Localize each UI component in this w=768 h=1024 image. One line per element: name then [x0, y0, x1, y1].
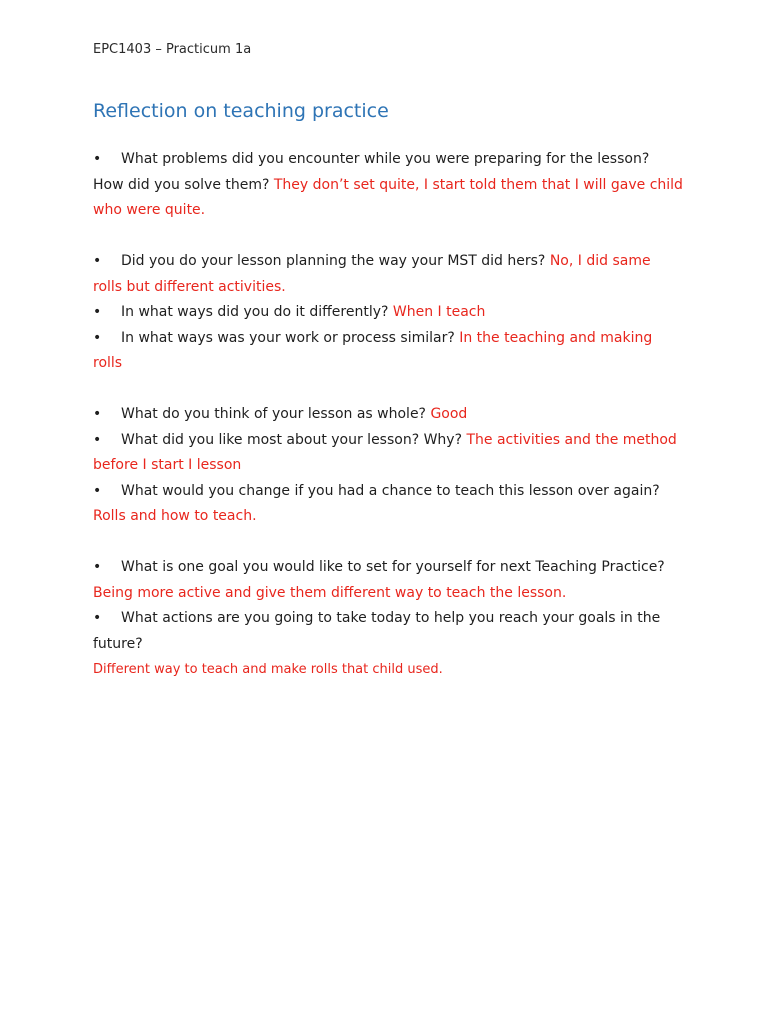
question-text: What problems did you encounter while you were preparing for the lesson? How did you solve them? [93, 151, 650, 193]
list-item [93, 479, 683, 530]
question-text: In what ways did you do it differently? [121, 304, 389, 320]
question-text: What would you change if you had a chance to teach this lesson over again? [121, 482, 660, 499]
question-text: What do you think of your lesson as whole? [121, 406, 426, 422]
bullet: • [93, 482, 102, 499]
answer-text: Rolls and how to teach. [93, 508, 257, 524]
bullet: • [93, 559, 102, 575]
list-item [93, 249, 683, 300]
question-text: What actions are you going to take today to help you reach your goals in the future? [93, 610, 661, 652]
bullet: • [93, 253, 102, 269]
bullet: • [93, 304, 102, 320]
answer-text: No, I did same rolls but different activities. [93, 253, 651, 295]
answer-text: The activities and the method before I start I lesson [93, 431, 677, 473]
bullet: • [93, 329, 102, 346]
question-text: Did you do your lesson planning the way your MST did hers? [121, 253, 546, 269]
list-item [93, 606, 683, 657]
reflection-list [93, 147, 683, 683]
page-title: Reflection on teaching practice [93, 100, 389, 122]
bullet: • [93, 151, 102, 167]
bullet: • [93, 431, 102, 448]
final-answer-text: Different way to teach and make rolls that child used. [93, 662, 443, 677]
question-text: What is one goal you would like to set for yourself for next Teaching Practice? [121, 559, 665, 575]
list-item [93, 428, 683, 479]
page-header: EPC1403 – Practicum 1a [93, 42, 252, 57]
list-item [93, 402, 683, 428]
list-item [93, 147, 683, 224]
list-item [93, 300, 683, 326]
answer-text: They don’t set quite, I start told them that I will gave child who were quite. [93, 176, 683, 218]
bullet: • [93, 610, 102, 626]
list-item [93, 555, 683, 606]
answer-text: Being more active and give them different way to teach the lesson. [93, 584, 567, 601]
question-text: In what ways was your work or process similar? [121, 329, 455, 346]
question-text: What did you like most about your lesson? Why? [121, 431, 463, 448]
answer-text: When I teach [392, 304, 486, 320]
answer-text: In the teaching and making rolls [93, 329, 653, 371]
list-item [93, 326, 683, 377]
bullet: • [93, 406, 102, 422]
answer-text: Good [430, 406, 468, 422]
